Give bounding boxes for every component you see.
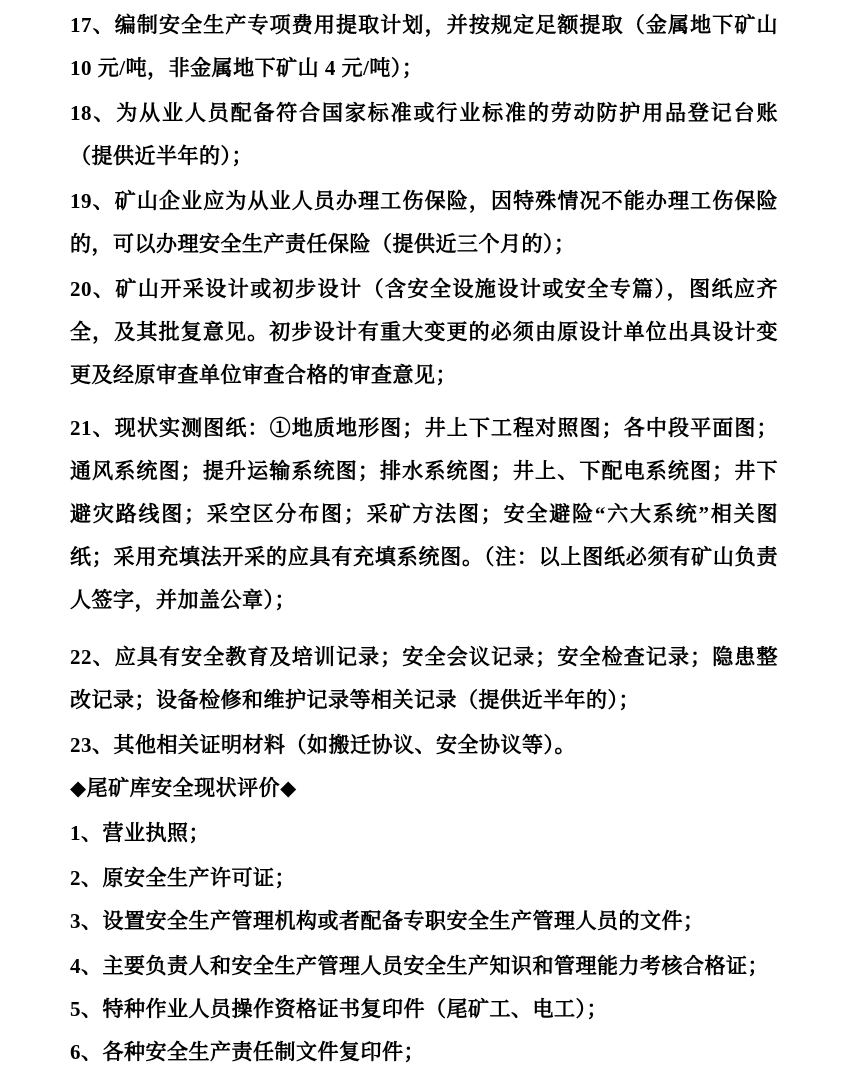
list-item-23: 23、其他相关证明材料（如搬迁协议、安全协议等）。 [70, 733, 576, 757]
list-item-18: 18、为从业人员配备符合国家标准或行业标准的劳动防护用品登记台账（提供近半年的）； [70, 101, 778, 168]
list-item-20: 20、矿山开采设计或初步设计（含安全设施设计或安全专篇），图纸应齐全，及其批复意见。初步设计有重大变更的必须由原设计单位出具设计变更及经原审查单位审查合格的审查意见； [70, 277, 778, 387]
list-item-21: 21、现状实测图纸：①地质地形图；井上下工程对照图；各中段平面图；通风系统图；提升运输系统图；排水系统图；井上、下配电系统图；井下避灾路线图；采空区分布图；采矿方法图；安全避险“六大系统”相关图纸；采用充填法开采的应具有充填系统图。（注：以上图纸必须有矿山负责人签字，并加盖公章）； [70, 416, 778, 612]
list-item-1: 1、营业执照； [70, 821, 210, 845]
list-item-17: 17、编制安全生产专项费用提取计划，并按规定足额提取（金属地下矿山 10 元/吨，非金属地下矿山 4 元/吨）； [70, 13, 778, 80]
document-text-block [70, 4, 778, 1074]
list-item-3: 3、设置安全生产管理机构或者配备专职安全生产管理人员的文件； [70, 909, 705, 933]
list-item-6: 6、各种安全生产责任制文件复印件； [70, 1040, 425, 1064]
section-heading-tailings: ◆尾矿库安全现状评价◆ [70, 776, 297, 800]
list-item-22: 22、应具有安全教育及培训记录；安全会议记录；安全检查记录；隐患整改记录；设备检修和维护记录等相关记录（提供近半年的）； [70, 645, 778, 712]
list-item-19: 19、矿山企业应为从业人员办理工伤保险，因特殊情况不能办理工伤保险的，可以办理安全生产责任保险（提供近三个月的）； [70, 189, 778, 256]
list-item-4: 4、主要负责人和安全生产管理人员安全生产知识和管理能力考核合格证； [70, 954, 769, 978]
list-item-2: 2、原安全生产许可证； [70, 866, 296, 890]
list-item-5: 5、特种作业人员操作资格证书复印件（尾矿工、电工）； [70, 997, 608, 1021]
